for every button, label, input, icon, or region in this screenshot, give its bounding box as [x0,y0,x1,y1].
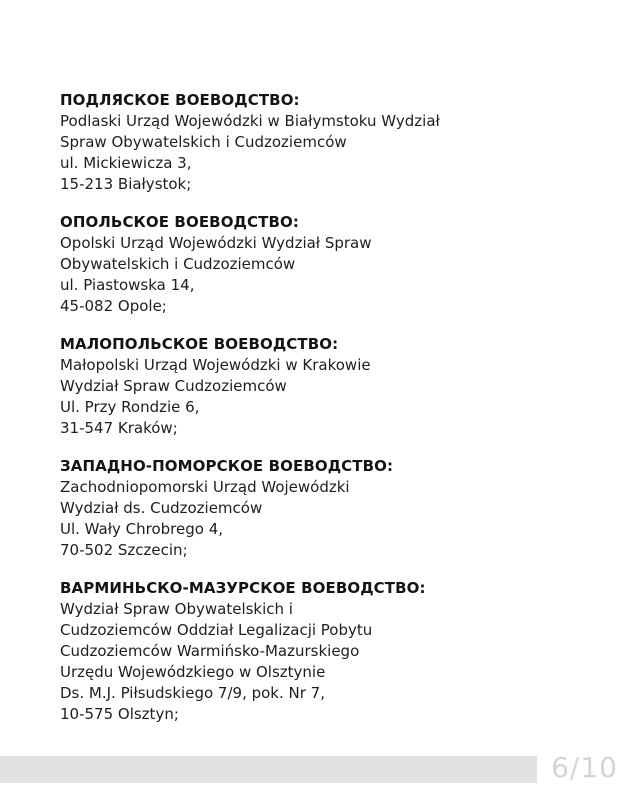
office-name-line: Opolski Urząd Wojewódzki Wydział Spraw [60,234,372,252]
office-name-line: Cudzoziemców Warmińsko-Mazurskiego [60,642,360,660]
office-name-line: Wydział Spraw Obywatelskich i [60,600,293,618]
office-name-line: Wydział Spraw Cudzoziemców [60,377,287,395]
street-address: Ds. M.J. Piłsudskiego 7/9, pok. Nr 7, [60,684,325,702]
entry-zachodniopomorskie [60,456,620,561]
postal-city: 31-547 Kraków; [60,419,178,437]
office-name-line: Spraw Obywatelskich i Cudzoziemców [60,133,347,151]
office-name-line: Podlaski Urząd Wojewódzki w Białymstoku Wydział [60,112,440,130]
entry-opolskie [60,212,620,317]
entry-malopolskie [60,334,620,439]
office-name-line: Małopolski Urząd Wojewódzki w Krakowie [60,356,371,374]
region-title: ЗАПАДНО-ПОМОРСКОЕ ВОЕВОДСТВО: [60,457,394,475]
office-name-line: Cudzoziemców Oddział Legalizacji Pobytu [60,621,373,639]
page-number: 6/10 [551,751,618,784]
address-list [60,90,620,742]
street-address: ul. Mickiewicza 3, [60,154,192,172]
entry-podlaskie [60,90,620,195]
street-address: Ul. Przy Rondzie 6, [60,398,200,416]
postal-city: 10-575 Olsztyn; [60,705,179,723]
office-name-line: Urzędu Wojewódzkiego w Olsztynie [60,663,326,681]
office-name-line: Obywatelskich i Cudzoziemców [60,255,296,273]
region-title: ПОДЛЯСКОЕ ВОЕВОДСТВО: [60,91,300,109]
entry-warminsko-mazurskie [60,578,620,725]
region-title: ВАРМИНЬСКО-МАЗУРСКОЕ ВОЕВОДСТВО: [60,579,426,597]
office-name-line: Zachodniopomorski Urząd Wojewódzki [60,478,350,496]
postal-city: 70-502 Szczecin; [60,541,188,559]
office-name-line: Wydział ds. Cudzoziemców [60,499,263,517]
region-title: ОПОЛЬСКОЕ ВОЕВОДСТВО: [60,213,299,231]
footer-bar [0,756,537,783]
street-address: Ul. Wały Chrobrego 4, [60,520,224,538]
region-title: МАЛОПОЛЬСКОЕ ВОЕВОДСТВО: [60,335,339,353]
street-address: ul. Piastowska 14, [60,276,195,294]
postal-city: 45-082 Opole; [60,297,167,315]
postal-city: 15-213 Białystok; [60,175,192,193]
